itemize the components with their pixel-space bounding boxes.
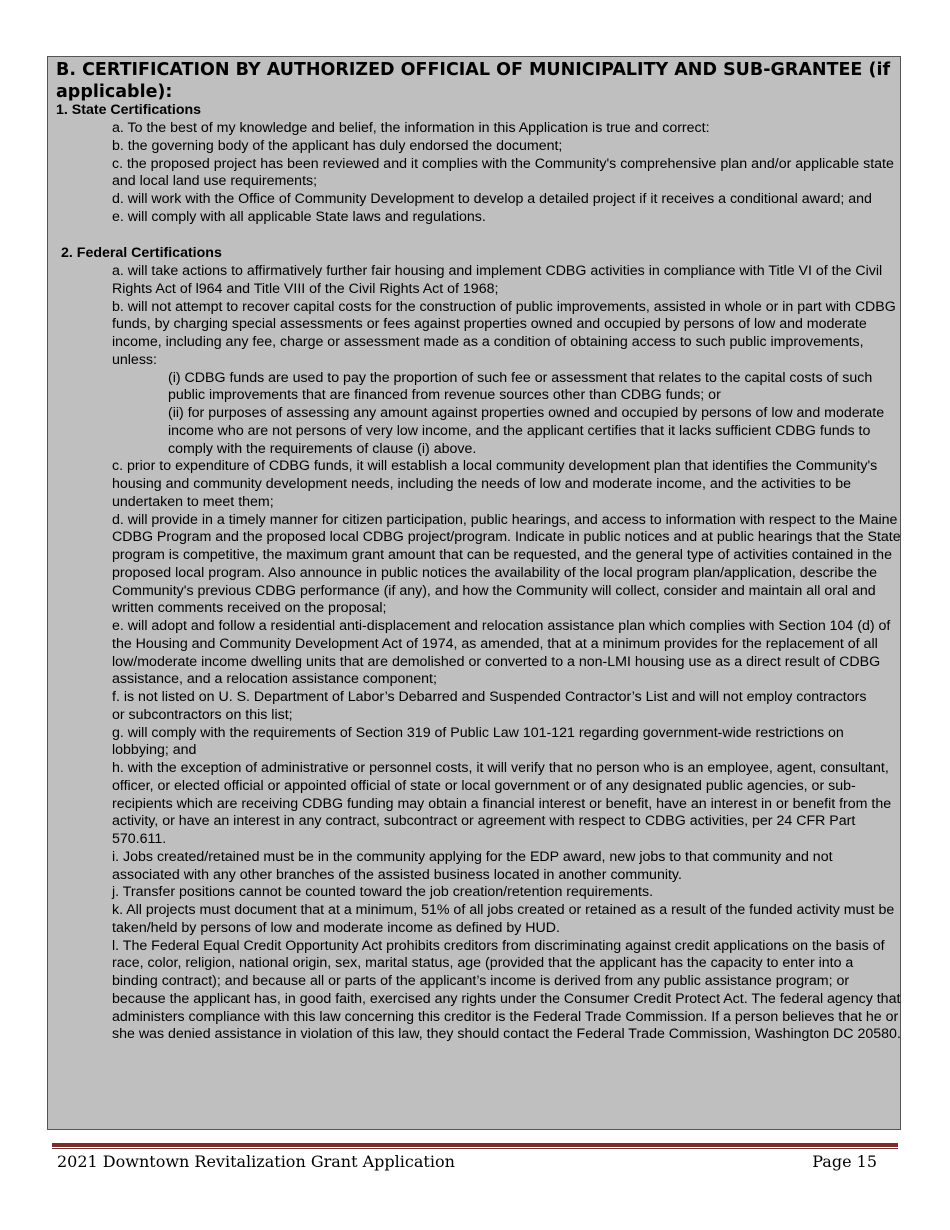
- list-item: a. To the best of my knowledge and belief, the information in this Application is true and correct:: [112, 120, 710, 136]
- list-item: b. the governing body of the applicant has duly endorsed the document;: [112, 137, 563, 154]
- list-item: e. will adopt and follow a residential anti-displacement and relocation assistance plan which complies with Section 104 (d) of the Housing and Community Development Act of 1974, as amended, that at a minimum provides for the replacement of all low/moderate income dwelling units that are demolished or converted to a non-LMI housing use as a direct result of CDBG assistance, and a relocation assistance component;: [112, 618, 891, 688]
- federal-certifications-list: [112, 263, 902, 1044]
- list-item: b. will not attempt to recover capital costs for the construction of public improvements, assisted in whole or in part with CDBG funds, by charging special assessments or fees against properties owned and occupied by persons of low and moderate income, including any fee, charge or assessment made as a condition of obtaining access to such public improvements, unless:: [112, 298, 896, 368]
- list-item: k. All projects must document that at a minimum, 51% of all jobs created or retained as a result of the funded activity must be taken/held by persons of low and moderate income as defined by HUD.: [112, 902, 895, 936]
- state-certifications-list: [112, 120, 902, 227]
- list-item: a. will take actions to affirmatively further fair housing and implement CDBG activities in compliance with Title VI of the Civil Rights Act of l964 and Title VIII of the Civil Rights Act of 1968;: [112, 263, 883, 297]
- list-item: or subcontractors on this list;: [112, 706, 293, 723]
- footer-divider: [52, 1143, 898, 1147]
- list-item: e. will comply with all applicable State laws and regulations.: [112, 208, 486, 225]
- list-item: c. the proposed project has been reviewed and it complies with the Community's comprehensive plan and/or applicable state and local land use requirements;: [112, 155, 894, 190]
- list-item: j. Transfer positions cannot be counted toward the job creation/retention requirements.: [112, 884, 654, 901]
- list-item: i. Jobs created/retained must be in the community applying for the EDP award, new jobs to that community and not associated with any other branches of the assisted business located in another community.: [112, 848, 833, 883]
- list-subitem: (i) CDBG funds are used to pay the proportion of such fee or assessment that relates to the capital costs of such public improvements that are financed from revenue sources other than CDBG funds; or: [168, 369, 873, 404]
- list-item: d. will provide in a timely manner for citizen participation, public hearings, and access to information with respect to the Maine CDBG Program and the proposed local CDBG project/program. Indicate in public notices and at public hearings that the State program is competitive, the maximum grant amount that can be requested, and the general type of activities contained in the proposed local program. Also announce in public notices the availability of the local program plan/application, describe the Community's previous CDBG performance (if any), and how the Community will collect, consider and maintain all oral and written comments received on the proposal;: [112, 511, 901, 617]
- list-item: f. is not listed on U. S. Department of Labor’s Debarred and Suspended Contractor’s List and will not employ contractors: [112, 689, 867, 705]
- list-subitem: (ii) for purposes of assessing any amount against properties owned and occupied by persons of low and moderate income who are not persons of very low income, and the applicant certifies that it lacks sufficient CDBG funds to comply with the requirements of clause (i) above.: [168, 405, 885, 457]
- list-item: g. will comply with the requirements of Section 319 of Public Law 101-121 regarding government-wide restrictions on lobbying; and: [112, 724, 844, 759]
- list-item: c. prior to expenditure of CDBG funds, it will establish a local community development plan that identifies the Community's housing and community development needs, including the needs of low and moderate income, and the activities to be undertaken to meet them;: [112, 458, 878, 510]
- footer-document-title: 2021 Downtown Revitalization Grant Application: [57, 1152, 455, 1171]
- list-item: d. will work with the Office of Community Development to develop a detailed project if it receives a conditional award; and: [112, 191, 872, 207]
- list-item: h. with the exception of administrative or personnel costs, it will verify that no person who is an employee, agent, consultant, officer, or elected official or appointed official of state or local government or of any designated public agencies, or sub-recipients which are receiving CDBG funding may obtain a financial interest or benefit, have an interest in or benefit from the activity, or have an interest in any contract, subcontract or agreement with respect to CDBG activities, per 24 CFR Part 570.611.: [112, 760, 892, 847]
- footer-page-number: Page 15: [812, 1152, 877, 1171]
- certification-box: [47, 56, 901, 1130]
- list-item: l. The Federal Equal Credit Opportunity Act prohibits creditors from discriminating against credit applications on the basis of race, color, religion, national origin, sex, marital status, age (provided that the applicant has the capacity to enter into a binding contract); and because all or parts of the applicant’s income is derived from any public assistance program; or because the applicant has, in good faith, exercised any rights under the Consumer Credit Protect Act. The federal agency that administers compliance with this law concerning this creditor is the Federal Trade Commission. If a person believes that he or she was denied assistance in violation of this law, they should contact the Federal Trade Commission, Washington DC 20580.: [112, 937, 901, 1043]
- footer-divider-thin: [52, 1148, 898, 1149]
- state-certifications-title: 1. State Certifications: [56, 102, 202, 118]
- section-heading: B. CERTIFICATION BY AUTHORIZED OFFICIAL OF MUNICIPALITY AND SUB-GRANTEE (if applicable):: [56, 60, 891, 102]
- federal-certifications-title: 2. Federal Certifications: [61, 245, 222, 261]
